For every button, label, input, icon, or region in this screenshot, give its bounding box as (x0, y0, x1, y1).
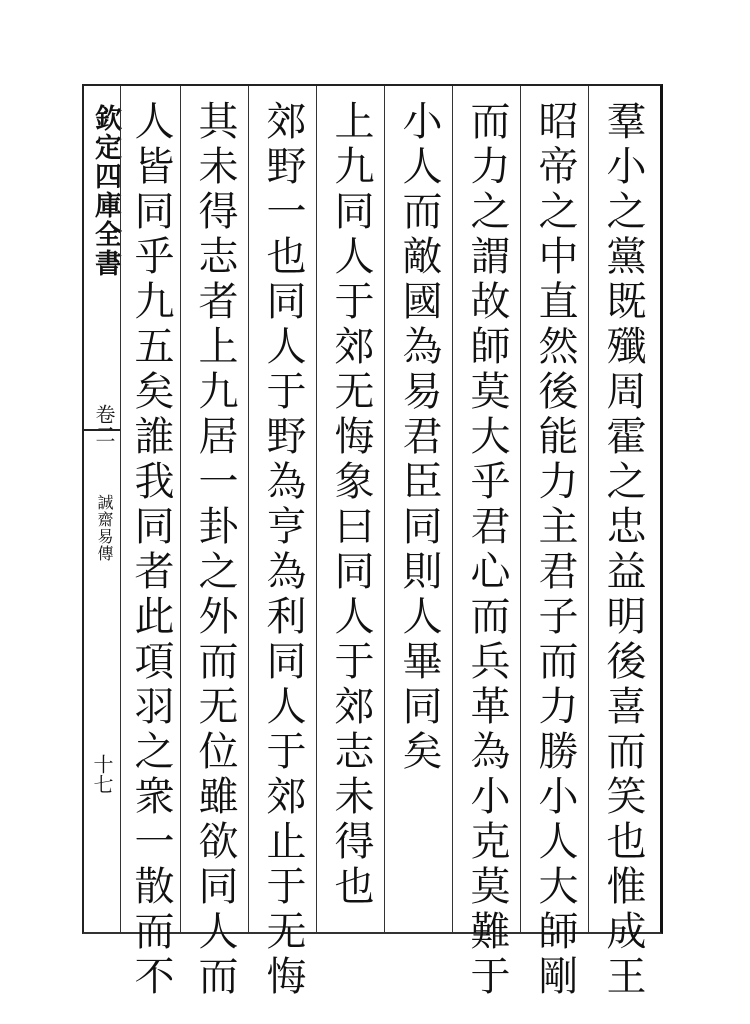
page-number: 十七 (90, 754, 114, 794)
center-margin (84, 86, 120, 932)
text-column-3: 而力之謂故師莫大乎君心而兵革為小克莫難于 (464, 100, 510, 1000)
volume-label: 卷二 (92, 404, 116, 444)
text-column-2: 昭帝之中直然後能力主君子而力勝小人大師剛 (532, 100, 578, 1000)
text-column-1: 羣小之黨既殲周霍之忠益明後喜而笑也惟成王 (600, 100, 646, 1000)
column-rule (180, 86, 181, 932)
book-series-title: 欽定四庫全書 (90, 104, 121, 278)
book-title: 誠齋易傳 (95, 494, 114, 562)
page-frame (82, 84, 663, 1000)
column-rule (384, 86, 385, 932)
column-rule (588, 86, 589, 932)
text-column-7: 其未得志者上九居一卦之外而无位雖欲同人而 (192, 100, 238, 1000)
text-column-5: 上九同人于郊无悔象曰同人于郊志未得也 (328, 100, 374, 910)
column-rule (120, 86, 121, 932)
column-rule (248, 86, 249, 932)
column-rule (316, 86, 317, 932)
text-column-6: 郊野一也同人于野為亨為利同人于郊止于无悔 (260, 100, 306, 1000)
column-rule (452, 86, 453, 932)
text-column-4: 小人而敵國為易君臣同則人畢同矣 (396, 100, 442, 775)
text-column-8: 人皆同乎九五矣誰我同者此項羽之衆一散而不 (128, 100, 174, 1000)
column-rule (520, 86, 521, 932)
